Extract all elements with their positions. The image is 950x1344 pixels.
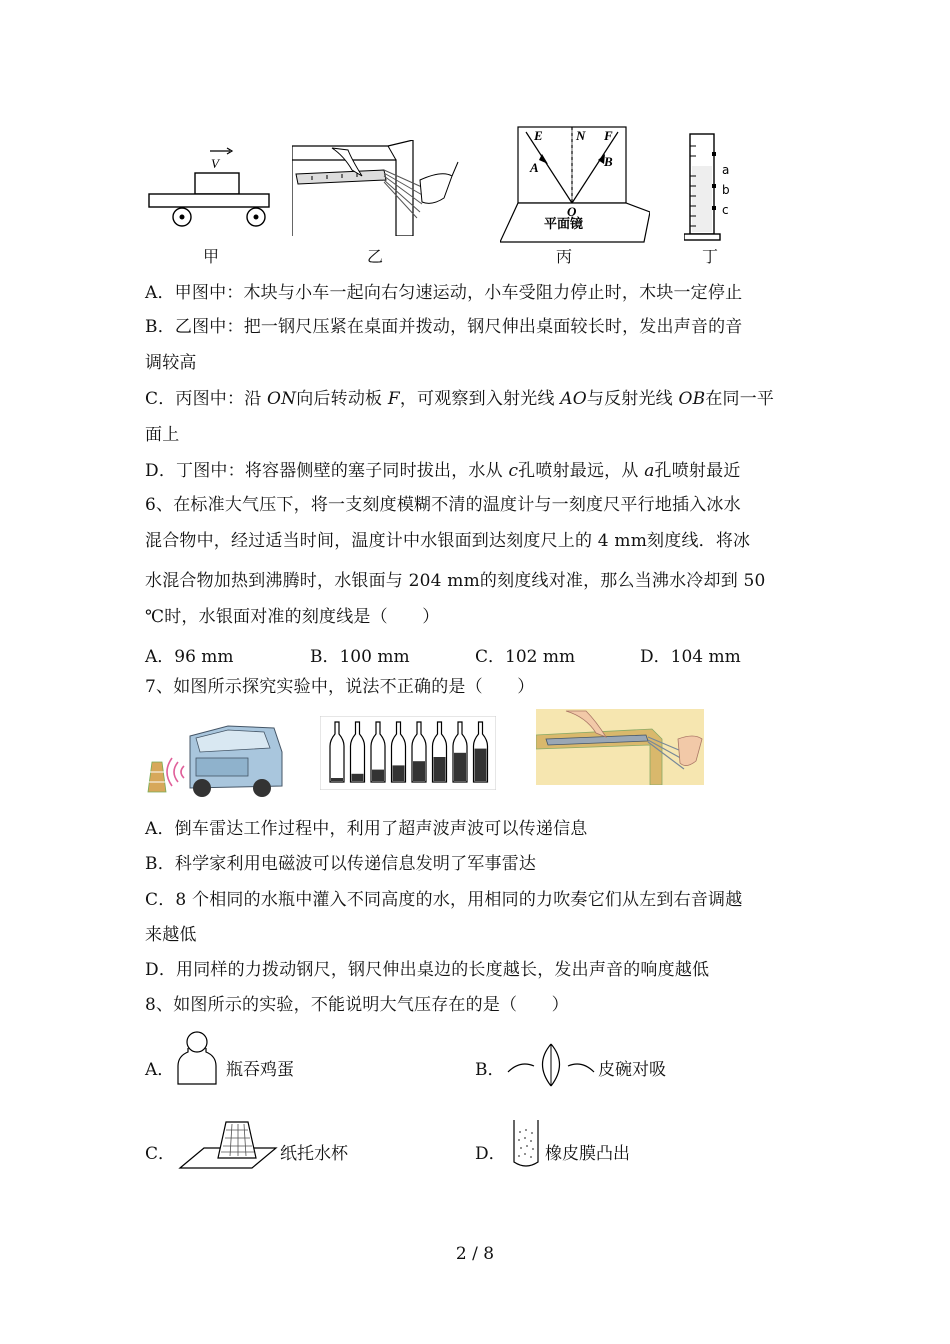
figure-reversing-radar — [144, 716, 284, 802]
q6-stem-line2: 混合物中，经过适当时间，温度计中水银面到达刻度尺上的 4 mm刻度线．将冰 — [145, 531, 751, 551]
q8-option-a-label: 瓶吞鸡蛋 — [226, 1060, 294, 1080]
q8-option-c-letter: C． — [145, 1144, 176, 1164]
figure-ruler-pluck — [536, 709, 704, 785]
caption-yi: 乙 — [367, 247, 384, 266]
hole-label-a: a — [722, 163, 730, 177]
q5-option-d: D．丁图中：将容器侧壁的塞子同时拔出，水从 c孔喷射最远，从 a孔喷射最近 — [145, 461, 741, 481]
q6-stem-line1: 6、在标准大气压下，将一支刻度模糊不清的温度计与一刻度尺平行地插入冰水 — [145, 495, 741, 515]
q8-stem: 8、如图所示的实验，不能说明大气压存在的是（ ） — [145, 995, 569, 1015]
q6-option-d: D．104 mm — [640, 647, 741, 667]
q5-option-c-line1: C．丙图中：沿 ON向后转动板 F，可观察到入射光线 AO与反射光线 OB在同一平 — [145, 389, 775, 409]
ray-label-e: E — [534, 128, 543, 143]
q6-stem-line4: ℃时，水银面对准的刻度线是（ ） — [145, 607, 440, 627]
figure-paper-cup — [178, 1118, 278, 1172]
figure-cart-diagram — [148, 140, 273, 232]
q6-option-b: B．100 mm — [310, 647, 410, 667]
q5-option-b-line1: B．乙图中：把一钢尺压紧在桌面并拨动，钢尺伸出桌面较长时，发出声音的音 — [145, 317, 743, 337]
q6-option-a: A．96 mm — [145, 647, 234, 667]
page-number: 2 / 8 — [455, 1244, 495, 1264]
board-label-f: F — [604, 128, 613, 143]
q5-option-c-line2: 面上 — [145, 425, 180, 445]
q5-option-a: A．甲图中：木块与小车一起向右匀速运动，小车受阻力停止时，木块一定停止 — [145, 283, 743, 303]
q8-option-b-letter: B． — [475, 1060, 505, 1080]
ray-label-b: B — [604, 154, 613, 169]
q7-option-d: D．用同样的力拨动钢尺，钢尺伸出桌边的长度越长，发出声音的响度越低 — [145, 960, 710, 980]
normal-label-n: N — [576, 128, 586, 143]
q6-option-c: C．102 mm — [475, 647, 576, 667]
caption-jia: 甲 — [203, 247, 220, 266]
q8-option-d-letter: D． — [475, 1144, 506, 1164]
q8-option-d-label: 橡皮膜凸出 — [545, 1144, 630, 1164]
q7-option-b: B．科学家利用电磁波可以传递信息发明了军事雷达 — [145, 854, 537, 874]
q7-option-c-line1: C．8 个相同的水瓶中灌入不同高度的水，用相同的力吹奏它们从左到右音调越 — [145, 890, 743, 910]
q8-option-a-letter: A． — [145, 1060, 175, 1080]
velocity-label: V — [211, 156, 219, 171]
caption-bing: 丙 — [556, 247, 573, 266]
figure-rubber-membrane — [510, 1118, 542, 1172]
figure-ruler-on-table — [292, 140, 460, 236]
q8-option-c-label: 纸托水杯 — [280, 1144, 348, 1164]
q7-option-c-line2: 来越低 — [145, 925, 197, 945]
q6-stem-line3: 水混合物加热到沸腾时，水银面与 204 mm的刻度线对准，那么当沸水冷却到 50 — [145, 571, 766, 591]
q5-option-b-line2: 调较高 — [145, 353, 197, 373]
figure-bottle-egg — [174, 1030, 220, 1086]
ray-label-a: A — [530, 160, 539, 175]
hole-label-c: c — [722, 203, 729, 217]
figure-plane-mirror — [500, 124, 650, 244]
mirror-label: 平面镜 — [544, 217, 584, 232]
hole-label-b: b — [722, 183, 730, 197]
figure-water-container — [684, 132, 734, 244]
figure-water-bottles — [320, 716, 496, 790]
q7-option-a: A．倒车雷达工作过程中，利用了超声波声波可以传递信息 — [145, 819, 588, 839]
figure-suction-cups — [506, 1042, 596, 1088]
q8-option-b-label: 皮碗对吸 — [598, 1060, 666, 1080]
point-label-o: O — [567, 204, 577, 219]
q7-stem: 7、如图所示探究实验中，说法不正确的是（ ） — [145, 677, 535, 697]
caption-ding: 丁 — [702, 247, 719, 266]
